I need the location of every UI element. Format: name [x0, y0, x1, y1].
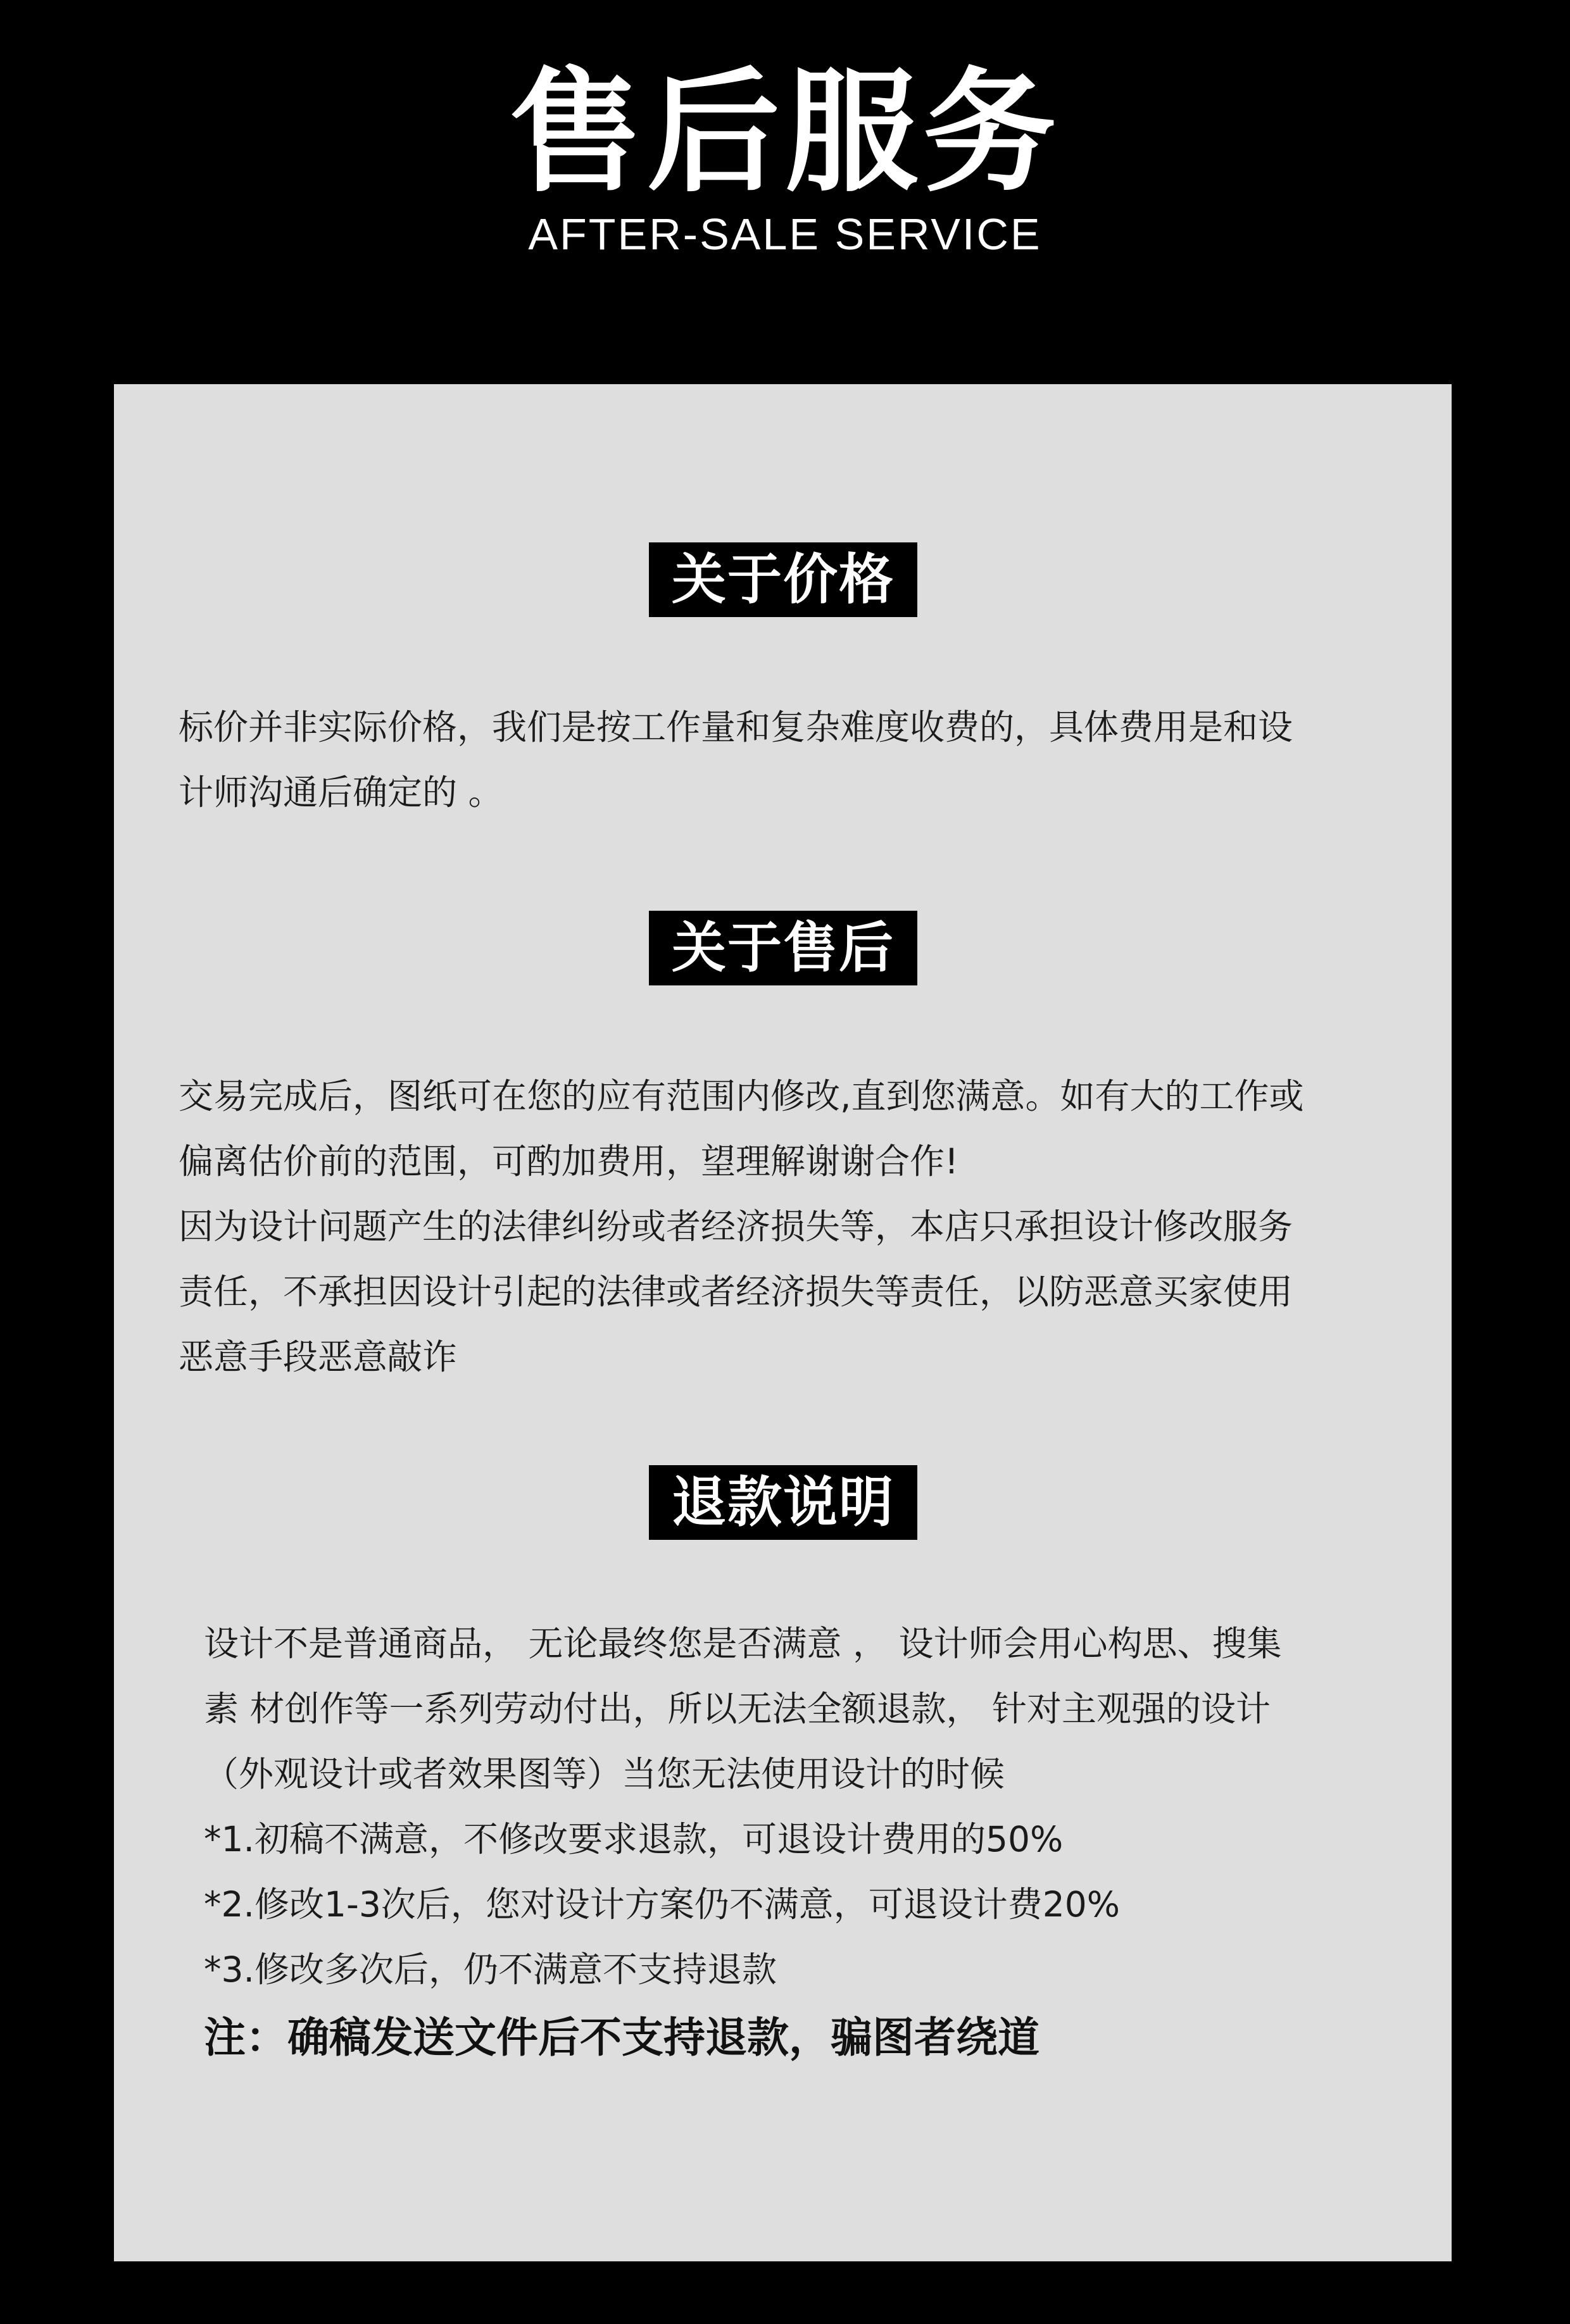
paragraph-line: （外观设计或者效果图等）当您无法使用设计的时候: [204, 1754, 1005, 1794]
paragraph-line: 偏离估价前的范围，可酌加费用，望理解谢谢合作!: [179, 1141, 959, 1182]
refund-rule-item: *2.修改1-3次后，您对设计方案仍不满意，可退设计费20%: [204, 1884, 1121, 1925]
page-header: [0, 0, 1570, 380]
content-panel: [114, 384, 1452, 2261]
page-subtitle: AFTER-SALE SERVICE: [528, 209, 1042, 259]
page-title: 售后服务: [508, 55, 1061, 210]
paragraph-line: 因为设计问题产生的法律纠纷或者经济损失等，本店只承担设计修改服务: [179, 1206, 1293, 1247]
paragraph-line: 责任，不承担因设计引起的法律或者经济损失等责任，以防恶意买家使用: [179, 1271, 1293, 1312]
paragraph-line: 标价并非实际价格，我们是按工作量和复杂难度收费的，具体费用是和设: [179, 707, 1293, 747]
paragraph-line: 计师沟通后确定的 。: [179, 772, 503, 813]
section-heading-price: 关于价格: [649, 542, 917, 617]
refund-rule-item: *1.初稿不满意，不修改要求退款，可退设计费用的50%: [204, 1819, 1064, 1859]
refund-paragraph: [204, 1611, 1281, 2002]
refund-note: 注：确稿发送文件后不支持退款，骗图者绕道: [204, 2013, 1039, 2062]
section-heading-refund: 退款说明: [649, 1465, 917, 1540]
paragraph-line: 交易完成后，图纸可在您的应有范围内修改,直到您满意。如有大的工作或: [179, 1076, 1304, 1116]
paragraph-line: 恶意手段恶意敲诈: [179, 1337, 458, 1377]
paragraph-line: 素 材创作等一系列劳动付出，所以无法全额退款， 针对主观强的设计: [204, 1689, 1271, 1729]
after-sale-paragraph: [179, 1064, 1304, 1390]
paragraph-line: 设计不是普通商品， 无论最终您是否满意 ， 设计师会用心构思、搜集: [204, 1623, 1282, 1664]
price-paragraph: [179, 695, 1293, 825]
section-heading-after-sale: 关于售后: [649, 911, 917, 985]
refund-rule-item: *3.修改多次后，仍不满意不支持退款: [204, 1949, 777, 1990]
